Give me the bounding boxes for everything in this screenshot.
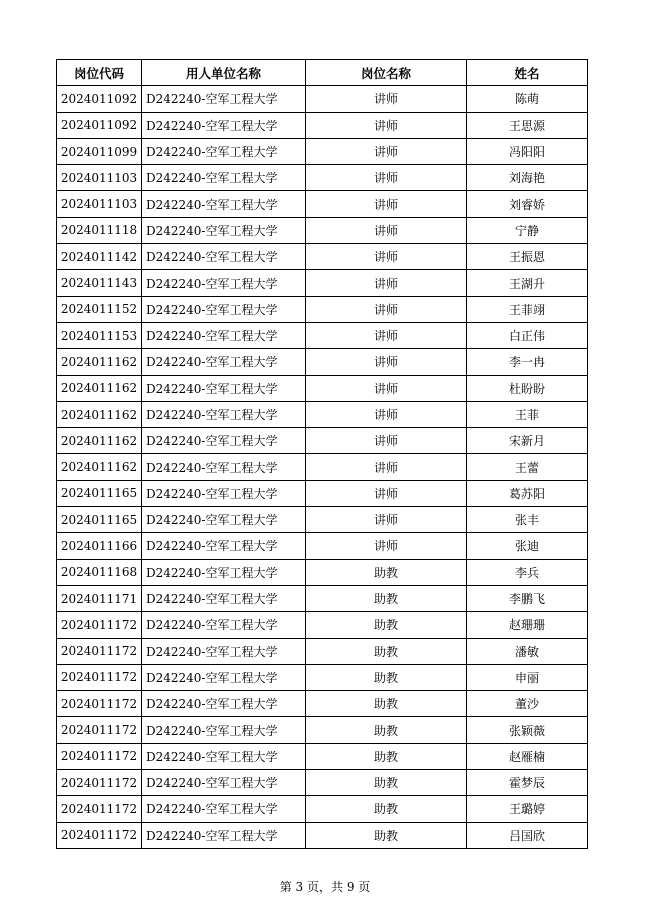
cell-employer-name: D242240-空军工程大学 — [142, 428, 306, 454]
cell-position-name: 助教 — [306, 691, 467, 717]
table-row — [57, 822, 588, 848]
cell-person-name: 董沙 — [467, 691, 588, 717]
cell-employer-name: D242240-空军工程大学 — [142, 244, 306, 270]
cell-position-name: 讲师 — [306, 217, 467, 243]
cell-position-name: 讲师 — [306, 375, 467, 401]
cell-person-name: 冯阳阳 — [467, 138, 588, 164]
cell-employer-name: D242240-空军工程大学 — [142, 533, 306, 559]
cell-employer-name: D242240-空军工程大学 — [142, 770, 306, 796]
cell-position-name: 讲师 — [306, 480, 467, 506]
cell-position-name: 讲师 — [306, 349, 467, 375]
cell-person-name: 李兵 — [467, 559, 588, 585]
table-row — [57, 165, 588, 191]
cell-position-code: 2024011165 — [57, 480, 142, 506]
personnel-table-container — [56, 59, 587, 849]
cell-person-name: 李鹏飞 — [467, 585, 588, 611]
table-row — [57, 770, 588, 796]
cell-position-code: 2024011153 — [57, 322, 142, 348]
cell-person-name: 赵雁楠 — [467, 743, 588, 769]
cell-person-name: 王湖升 — [467, 270, 588, 296]
cell-position-name: 讲师 — [306, 401, 467, 427]
header-employer-name: 用人单位名称 — [142, 60, 306, 86]
table-body — [57, 86, 588, 849]
cell-employer-name: D242240-空军工程大学 — [142, 664, 306, 690]
table-row — [57, 796, 588, 822]
cell-person-name: 霍梦辰 — [467, 770, 588, 796]
cell-position-name: 助教 — [306, 664, 467, 690]
table-row — [57, 349, 588, 375]
cell-person-name: 王菲 — [467, 401, 588, 427]
table-row — [57, 454, 588, 480]
cell-person-name: 王璐婷 — [467, 796, 588, 822]
cell-position-code: 2024011165 — [57, 507, 142, 533]
cell-position-code: 2024011162 — [57, 375, 142, 401]
table-row — [57, 717, 588, 743]
cell-employer-name: D242240-空军工程大学 — [142, 165, 306, 191]
cell-position-name: 讲师 — [306, 454, 467, 480]
table-row — [57, 112, 588, 138]
cell-position-name: 讲师 — [306, 533, 467, 559]
table-row — [57, 138, 588, 164]
cell-person-name: 王菲翊 — [467, 296, 588, 322]
cell-position-code: 2024011162 — [57, 401, 142, 427]
cell-position-name: 助教 — [306, 796, 467, 822]
cell-position-code: 2024011103 — [57, 191, 142, 217]
cell-position-name: 讲师 — [306, 165, 467, 191]
table-row — [57, 375, 588, 401]
cell-person-name: 王蕾 — [467, 454, 588, 480]
cell-employer-name: D242240-空军工程大学 — [142, 796, 306, 822]
cell-person-name: 刘睿娇 — [467, 191, 588, 217]
table-row — [57, 322, 588, 348]
cell-position-name: 助教 — [306, 612, 467, 638]
cell-employer-name: D242240-空军工程大学 — [142, 86, 306, 112]
cell-position-code: 2024011172 — [57, 691, 142, 717]
table-row — [57, 743, 588, 769]
cell-position-code: 2024011118 — [57, 217, 142, 243]
cell-employer-name: D242240-空军工程大学 — [142, 480, 306, 506]
cell-employer-name: D242240-空军工程大学 — [142, 559, 306, 585]
cell-employer-name: D242240-空军工程大学 — [142, 822, 306, 848]
cell-position-code: 2024011172 — [57, 796, 142, 822]
cell-person-name: 张颖薇 — [467, 717, 588, 743]
cell-employer-name: D242240-空军工程大学 — [142, 322, 306, 348]
cell-position-code: 2024011171 — [57, 585, 142, 611]
cell-position-code: 2024011143 — [57, 270, 142, 296]
cell-person-name: 申丽 — [467, 664, 588, 690]
table-row — [57, 664, 588, 690]
table-row — [57, 533, 588, 559]
cell-person-name: 张丰 — [467, 507, 588, 533]
table-row — [57, 691, 588, 717]
cell-person-name: 吕国欣 — [467, 822, 588, 848]
cell-position-code: 2024011172 — [57, 743, 142, 769]
cell-employer-name: D242240-空军工程大学 — [142, 612, 306, 638]
cell-person-name: 张迪 — [467, 533, 588, 559]
table-row — [57, 270, 588, 296]
table-row — [57, 401, 588, 427]
cell-position-name: 讲师 — [306, 86, 467, 112]
cell-position-code: 2024011103 — [57, 165, 142, 191]
cell-employer-name: D242240-空军工程大学 — [142, 217, 306, 243]
table-row — [57, 559, 588, 585]
cell-employer-name: D242240-空军工程大学 — [142, 507, 306, 533]
cell-position-name: 讲师 — [306, 244, 467, 270]
cell-position-name: 助教 — [306, 822, 467, 848]
cell-employer-name: D242240-空军工程大学 — [142, 585, 306, 611]
cell-position-code: 2024011162 — [57, 454, 142, 480]
table-row — [57, 638, 588, 664]
cell-employer-name: D242240-空军工程大学 — [142, 191, 306, 217]
cell-person-name: 宁静 — [467, 217, 588, 243]
header-position-name: 岗位名称 — [306, 60, 467, 86]
table-row — [57, 612, 588, 638]
table-row — [57, 585, 588, 611]
cell-position-name: 讲师 — [306, 322, 467, 348]
cell-person-name: 陈萌 — [467, 86, 588, 112]
cell-position-code: 2024011168 — [57, 559, 142, 585]
cell-position-code: 2024011172 — [57, 638, 142, 664]
cell-employer-name: D242240-空军工程大学 — [142, 349, 306, 375]
cell-employer-name: D242240-空军工程大学 — [142, 375, 306, 401]
cell-person-name: 刘海艳 — [467, 165, 588, 191]
cell-person-name: 杜盼盼 — [467, 375, 588, 401]
cell-position-code: 2024011162 — [57, 349, 142, 375]
table-row — [57, 86, 588, 112]
table-row — [57, 507, 588, 533]
cell-position-name: 讲师 — [306, 138, 467, 164]
cell-position-name: 助教 — [306, 717, 467, 743]
cell-person-name: 宋新月 — [467, 428, 588, 454]
cell-position-name: 讲师 — [306, 270, 467, 296]
cell-position-name: 助教 — [306, 559, 467, 585]
cell-person-name: 葛苏阳 — [467, 480, 588, 506]
cell-person-name: 李一冉 — [467, 349, 588, 375]
header-person-name: 姓名 — [467, 60, 588, 86]
cell-employer-name: D242240-空军工程大学 — [142, 270, 306, 296]
cell-position-name: 讲师 — [306, 507, 467, 533]
cell-position-code: 2024011099 — [57, 138, 142, 164]
header-position-code: 岗位代码 — [57, 60, 142, 86]
cell-position-name: 助教 — [306, 638, 467, 664]
cell-employer-name: D242240-空军工程大学 — [142, 454, 306, 480]
cell-position-code: 2024011142 — [57, 244, 142, 270]
table-row — [57, 296, 588, 322]
table-header-row — [57, 60, 588, 86]
cell-position-name: 讲师 — [306, 112, 467, 138]
cell-position-name: 助教 — [306, 743, 467, 769]
cell-position-code: 2024011172 — [57, 612, 142, 638]
table-row — [57, 217, 588, 243]
personnel-table — [56, 59, 588, 849]
cell-person-name: 赵珊珊 — [467, 612, 588, 638]
cell-employer-name: D242240-空军工程大学 — [142, 743, 306, 769]
cell-position-name: 助教 — [306, 585, 467, 611]
cell-employer-name: D242240-空军工程大学 — [142, 691, 306, 717]
cell-employer-name: D242240-空军工程大学 — [142, 717, 306, 743]
table-row — [57, 191, 588, 217]
cell-position-name: 讲师 — [306, 191, 467, 217]
cell-position-code: 2024011172 — [57, 664, 142, 690]
cell-position-code: 2024011166 — [57, 533, 142, 559]
cell-employer-name: D242240-空军工程大学 — [142, 112, 306, 138]
cell-position-name: 讲师 — [306, 296, 467, 322]
cell-position-name: 助教 — [306, 770, 467, 796]
cell-position-code: 2024011092 — [57, 86, 142, 112]
cell-person-name: 白正伟 — [467, 322, 588, 348]
table-row — [57, 244, 588, 270]
cell-position-code: 2024011162 — [57, 428, 142, 454]
table-row — [57, 480, 588, 506]
cell-person-name: 王思源 — [467, 112, 588, 138]
cell-employer-name: D242240-空军工程大学 — [142, 296, 306, 322]
cell-employer-name: D242240-空军工程大学 — [142, 401, 306, 427]
cell-position-code: 2024011172 — [57, 822, 142, 848]
cell-position-name: 讲师 — [306, 428, 467, 454]
cell-employer-name: D242240-空军工程大学 — [142, 638, 306, 664]
cell-person-name: 潘敏 — [467, 638, 588, 664]
cell-person-name: 王振恩 — [467, 244, 588, 270]
table-row — [57, 428, 588, 454]
cell-employer-name: D242240-空军工程大学 — [142, 138, 306, 164]
cell-position-code: 2024011152 — [57, 296, 142, 322]
cell-position-code: 2024011172 — [57, 770, 142, 796]
cell-position-code: 2024011092 — [57, 112, 142, 138]
page-footer: 第 3 页，共 9 页 — [279, 880, 371, 894]
cell-position-code: 2024011172 — [57, 717, 142, 743]
